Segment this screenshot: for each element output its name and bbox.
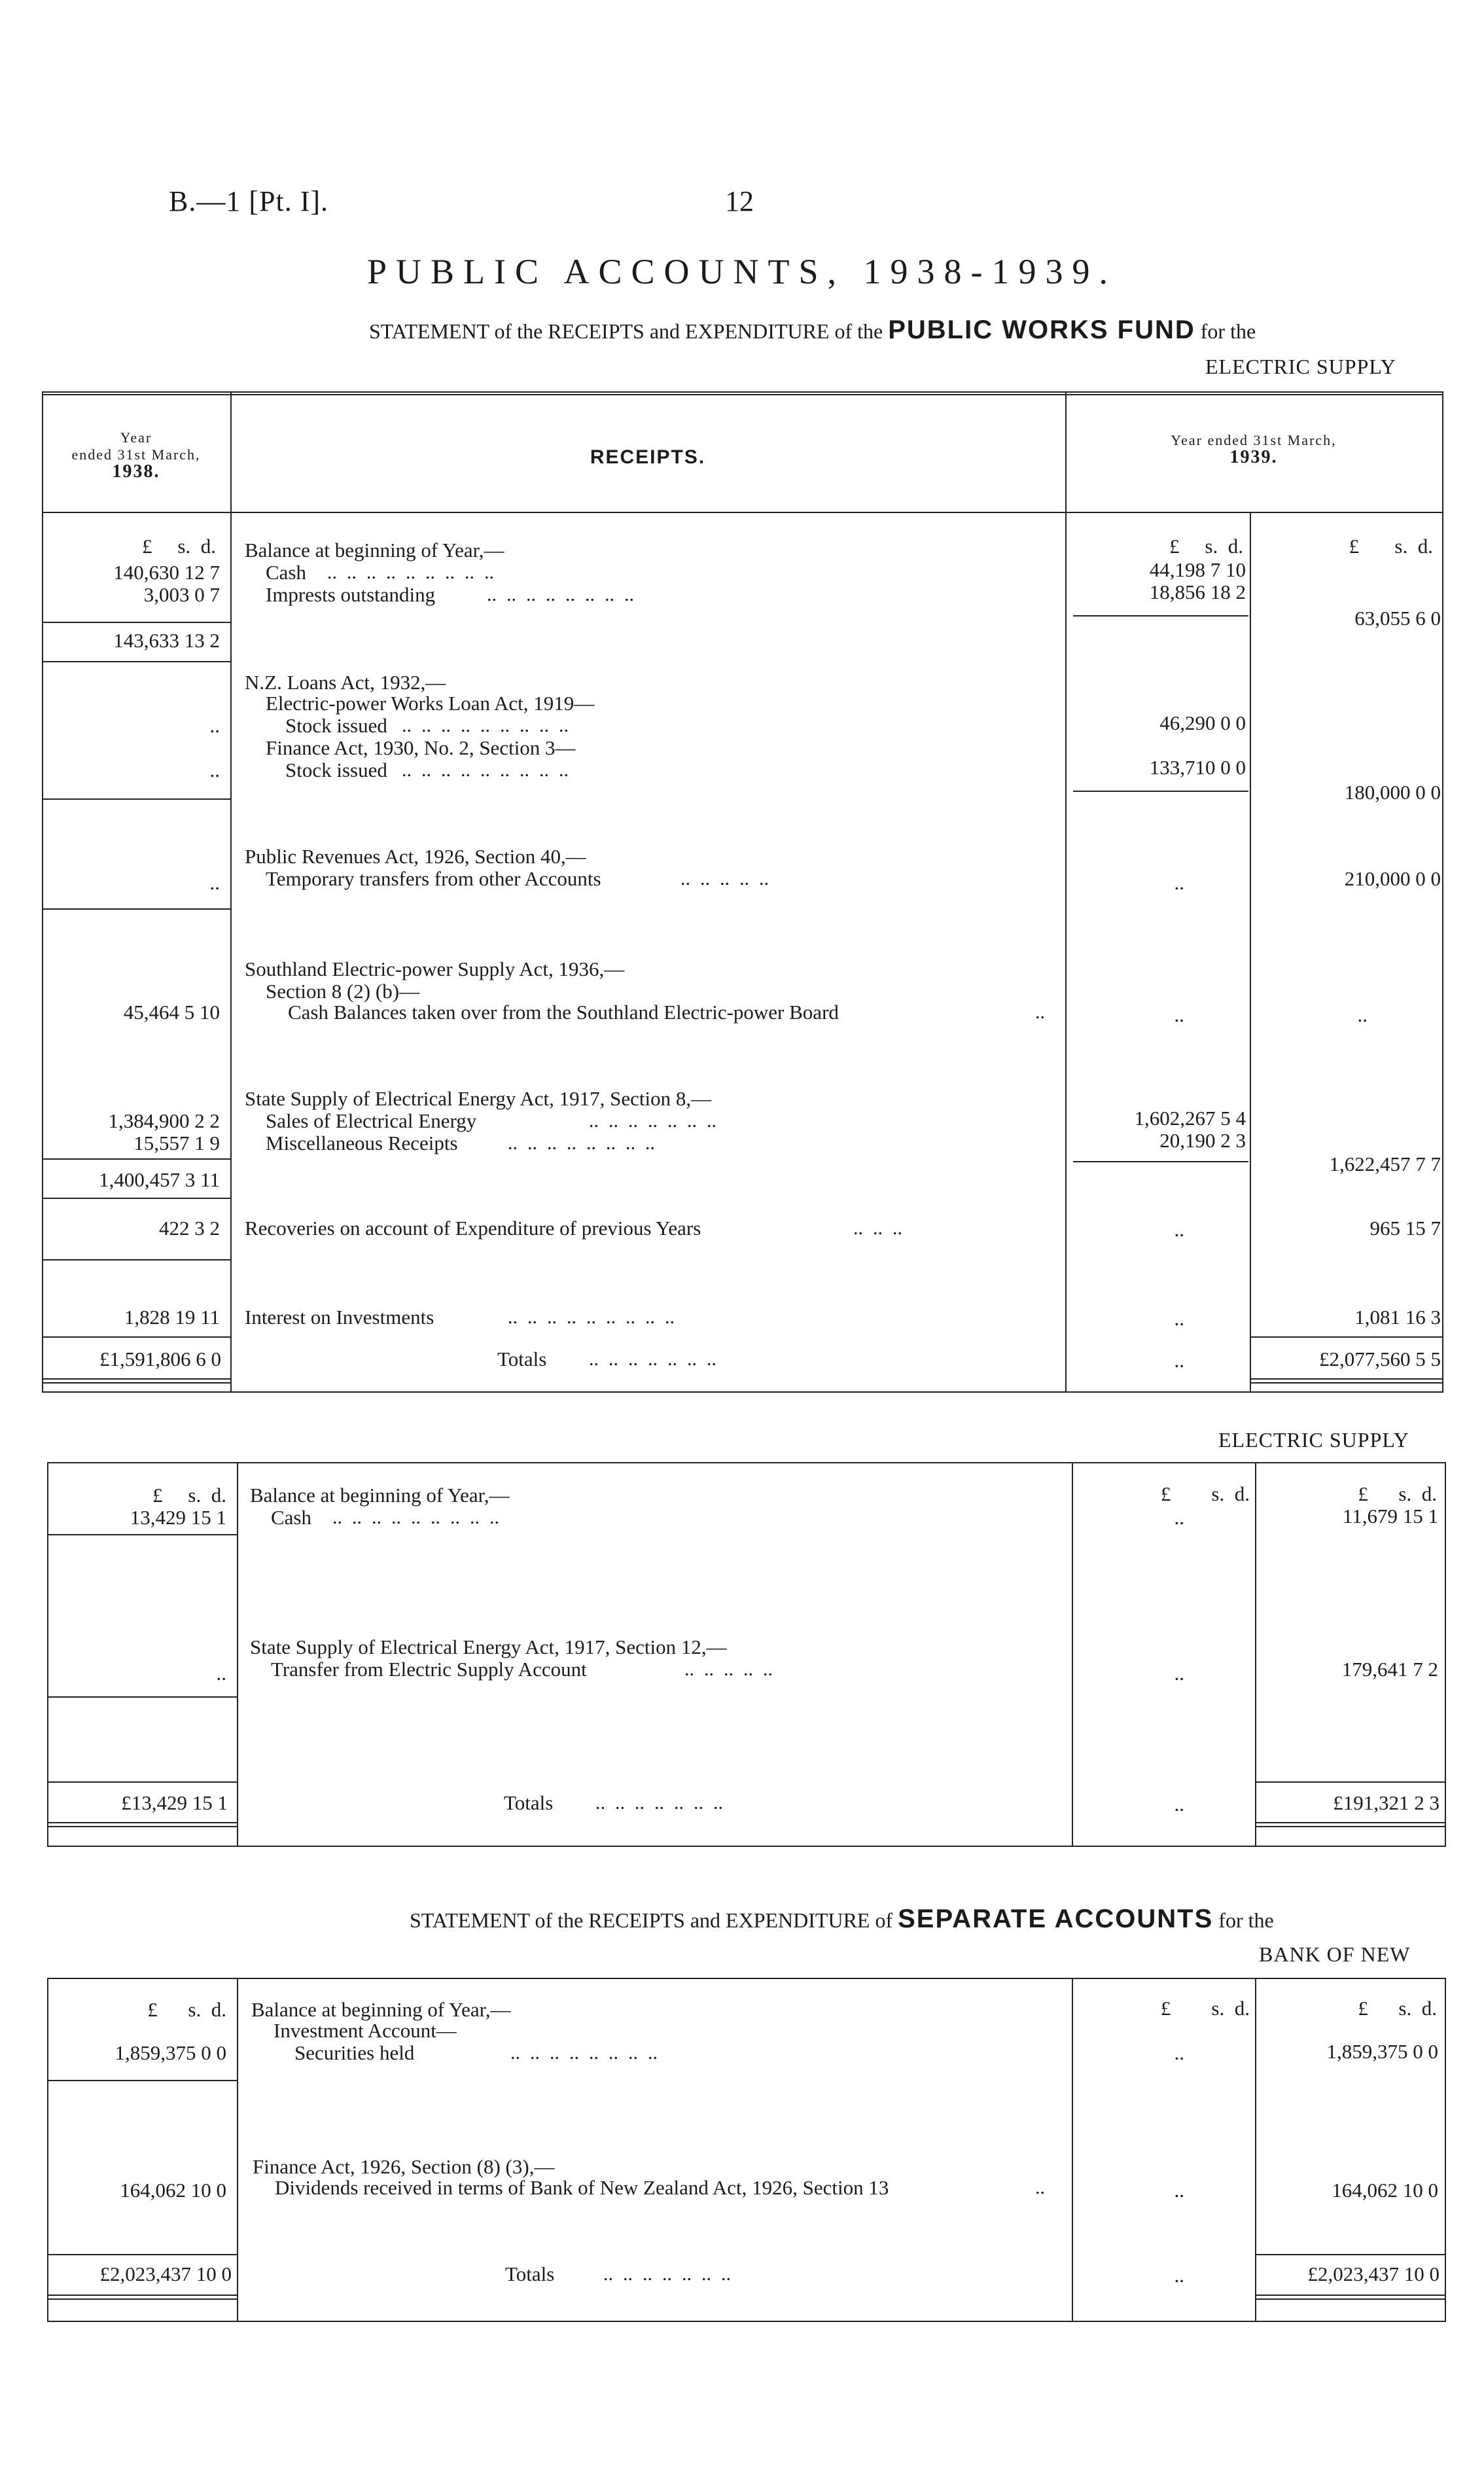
statement-suffix: for the (1218, 1908, 1274, 1932)
cash-label: Cash (271, 1506, 311, 1529)
accounts-name: SEPARATE ACCOUNTS (898, 1904, 1214, 1933)
imprests-label: Imprests outstanding (266, 583, 436, 606)
public-works-fund-statement-heading (369, 315, 1256, 345)
temp-prev-nil: .. (209, 871, 220, 894)
interest-prev-amount: 1,828 19 11 (124, 1306, 220, 1329)
stock-issued-amount: 133,710 0 0 (1149, 756, 1246, 779)
misc-amount: 20,190 2 3 (1159, 1129, 1246, 1152)
leader-dots: .. .. .. .. .. .. .. .. .. (508, 1306, 675, 1328)
account-name: BANK OF NEW (1259, 1942, 1411, 1966)
securities-prev-amount: 1,859,375 0 0 (115, 2041, 226, 2064)
sales-amount: 1,602,267 5 4 (1134, 1107, 1246, 1130)
receipts-heading: RECEIPTS. (590, 446, 706, 468)
interest-total: 1,081 16 3 (1354, 1306, 1441, 1329)
leader-dots: .. .. .. .. .. (684, 1658, 773, 1680)
investment-account-heading: Investment Account— (274, 2019, 457, 2042)
finance-act-heading: Finance Act, 1930, No. 2, Section 3— (266, 736, 576, 759)
separate-accounts-statement-heading (410, 1904, 1274, 1934)
nz-loans-heading: N.Z. Loans Act, 1932,— (245, 671, 446, 694)
southland-total-nil: .. (1357, 1003, 1368, 1026)
balance-prev-total: 143,633 13 2 (113, 629, 220, 652)
cash-amount: 44,198 7 10 (1149, 558, 1246, 581)
state-supply-total: 1,622,457 7 7 (1329, 1153, 1441, 1175)
stock-issued-label: Stock issued (285, 714, 387, 737)
statement-prefix: STATEMENT of the RECEIPTS and EXPENDITURE of the (369, 319, 883, 343)
recoveries-total: 965 15 7 (1369, 1217, 1441, 1240)
page-title: PUBLIC ACCOUNTS, 1938-1939. (366, 252, 1118, 291)
totals-prev-amount: £1,591,806 6 0 (99, 1348, 221, 1370)
stock-issued-label: Stock issued (285, 759, 387, 781)
securities-label: Securities held (294, 2041, 415, 2064)
temporary-transfers-total: 210,000 0 0 (1344, 867, 1441, 890)
southland-heading: Southland Electric-power Supply Act, 1936,— (245, 957, 625, 980)
account-name: ELECTRIC SUPPLY (1218, 1428, 1409, 1452)
finance-act-heading: Finance Act, 1926, Section (8) (3),— (253, 2155, 555, 2178)
prev-lsd-heading: £ s. d. (142, 535, 216, 558)
totals-label: Totals (504, 1791, 554, 1814)
leader-dots: .. .. .. .. .. .. .. .. .. (332, 1507, 499, 1528)
stock-prev-nil: .. (209, 714, 220, 737)
balance-heading: Balance at beginning of Year,— (251, 1998, 511, 2021)
totals-amount-nil: .. (1174, 2264, 1184, 2287)
cash-amount-nil: .. (1174, 1506, 1184, 1529)
leader-dots: .. .. .. .. .. .. .. .. (508, 1132, 655, 1154)
leader-dots: .. .. .. .. .. (680, 868, 769, 889)
totals-current-amount: £2,023,437 10 0 (1307, 2262, 1440, 2285)
document-reference: B.—1 [Pt. I]. (169, 185, 328, 217)
section-8-heading: Section 8 (2) (b)— (266, 980, 420, 1003)
southland-cash-label: Cash Balances taken over from the Southland Electric-power Board (288, 1001, 839, 1024)
page-number: 12 (725, 185, 754, 217)
leader-dots: .. .. .. .. .. .. .. (589, 1348, 716, 1370)
totals-current-amount: £191,321 2 3 (1333, 1791, 1440, 1814)
amount-lsd-heading: £ s. d. (1160, 1482, 1250, 1505)
leader-dots: .. (1035, 2177, 1045, 2198)
cash-prev-amount: 140,630 12 7 (113, 561, 220, 584)
total-lsd-heading: £ s. d. (1358, 1482, 1437, 1505)
recoveries-amount-nil: .. (1174, 1218, 1184, 1241)
misc-prev-amount: 15,557 1 9 (133, 1132, 220, 1154)
state-supply-heading: State Supply of Electrical Energy Act, 1917, Section 8,— (245, 1087, 712, 1110)
leader-dots: .. .. .. .. .. .. .. .. .. (402, 715, 569, 736)
prev-year-heading: Year ended 31st March, 1938. (71, 429, 201, 482)
temp-amount-nil: .. (1174, 871, 1184, 894)
amount-lsd-heading: £ s. d. (1169, 535, 1243, 558)
balance-heading: Balance at beginning of Year,— (250, 1484, 510, 1507)
southland-prev-amount: 45,464 5 10 (123, 1001, 220, 1024)
leader-dots: .. .. .. .. .. .. .. (595, 1792, 723, 1814)
recoveries-prev-amount: 422 3 2 (159, 1217, 220, 1240)
totals-amount-nil: .. (1174, 1349, 1184, 1372)
interest-label: Interest on Investments (245, 1306, 434, 1329)
public-revenues-heading: Public Revenues Act, 1926, Section 40,— (245, 845, 586, 868)
stock-issued-amount: 46,290 0 0 (1159, 711, 1246, 734)
cash-prev-amount: 13,429 15 1 (130, 1506, 226, 1529)
prev-lsd-heading: £ s. d. (147, 1998, 226, 2021)
recoveries-label: Recoveries on account of Expenditure of previous Years (245, 1217, 701, 1240)
leader-dots: .. .. .. .. .. .. .. (589, 1110, 716, 1132)
cash-total: 11,679 15 1 (1342, 1505, 1438, 1528)
statement-prefix: STATEMENT of the RECEIPTS and EXPENDITURE of (410, 1908, 893, 1932)
securities-amount-nil: .. (1174, 2041, 1184, 2064)
leader-dots: .. .. .. (853, 1217, 902, 1239)
leader-dots: .. .. .. .. .. .. .. .. (510, 2042, 658, 2064)
transfer-prev-nil: .. (216, 1662, 226, 1685)
total-lsd-heading: £ s. d. (1358, 1997, 1437, 2020)
imprests-amount: 18,856 18 2 (1149, 581, 1246, 603)
sales-label: Sales of Electrical Energy (266, 1109, 477, 1132)
cash-label: Cash (266, 561, 306, 584)
dividends-label: Dividends received in terms of Bank of New Zealand Act, 1926, Section 13 (275, 2176, 889, 2199)
leader-dots: .. .. .. .. .. .. .. .. (487, 584, 634, 605)
dividends-prev-amount: 164,062 10 0 (120, 2179, 226, 2202)
totals-label: Totals (505, 2262, 555, 2285)
current-year-heading: Year ended 31st March, 1939. (1171, 432, 1337, 467)
electric-power-works-heading: Electric-power Works Loan Act, 1919— (266, 692, 595, 715)
transfer-total: 179,641 7 2 (1341, 1658, 1438, 1681)
transfer-label: Transfer from Electric Supply Account (271, 1658, 587, 1681)
loans-total: 180,000 0 0 (1344, 781, 1441, 804)
totals-prev-amount: £13,429 15 1 (121, 1791, 228, 1814)
leader-dots: .. .. .. .. .. .. .. (603, 2263, 731, 2285)
sales-prev-amount: 1,384,900 2 2 (108, 1109, 220, 1132)
state-supply-heading: State Supply of Electrical Energy Act, 1917, Section 12,— (250, 1635, 727, 1658)
balance-heading: Balance at beginning of Year,— (245, 539, 504, 562)
temporary-transfers-label: Temporary transfers from other Accounts (266, 867, 601, 890)
dividends-total: 164,062 10 0 (1332, 2179, 1438, 2202)
interest-amount-nil: .. (1174, 1307, 1184, 1330)
dividends-amount-nil: .. (1174, 2179, 1184, 2202)
fund-name: PUBLIC WORKS FUND (888, 315, 1195, 344)
leader-dots: .. .. .. .. .. .. .. .. .. (327, 562, 494, 583)
stock-prev-nil: .. (209, 759, 220, 781)
totals-prev-amount: £2,023,437 10 0 (99, 2262, 232, 2285)
imprests-prev-amount: 3,003 0 7 (143, 583, 220, 606)
leader-dots: .. (1035, 1001, 1045, 1023)
total-lsd-heading: £ s. d. (1349, 535, 1433, 558)
totals-label: Totals (497, 1348, 547, 1370)
totals-amount-nil: .. (1174, 1793, 1184, 1815)
account-name: ELECTRIC SUPPLY (1205, 355, 1396, 378)
misc-receipts-label: Miscellaneous Receipts (266, 1132, 458, 1154)
transfer-amount-nil: .. (1174, 1662, 1184, 1685)
state-supply-prev-total: 1,400,457 3 11 (99, 1168, 220, 1191)
amount-lsd-heading: £ s. d. (1160, 1997, 1250, 2020)
balance-total: 63,055 6 0 (1354, 607, 1441, 630)
southland-amount-nil: .. (1174, 1003, 1184, 1026)
securities-total: 1,859,375 0 0 (1326, 2040, 1438, 2063)
statement-suffix: for the (1200, 319, 1256, 343)
prev-lsd-heading: £ s. d. (152, 1484, 226, 1507)
leader-dots: .. .. .. .. .. .. .. .. .. (402, 759, 569, 781)
totals-current-amount: £2,077,560 5 5 (1319, 1348, 1441, 1370)
